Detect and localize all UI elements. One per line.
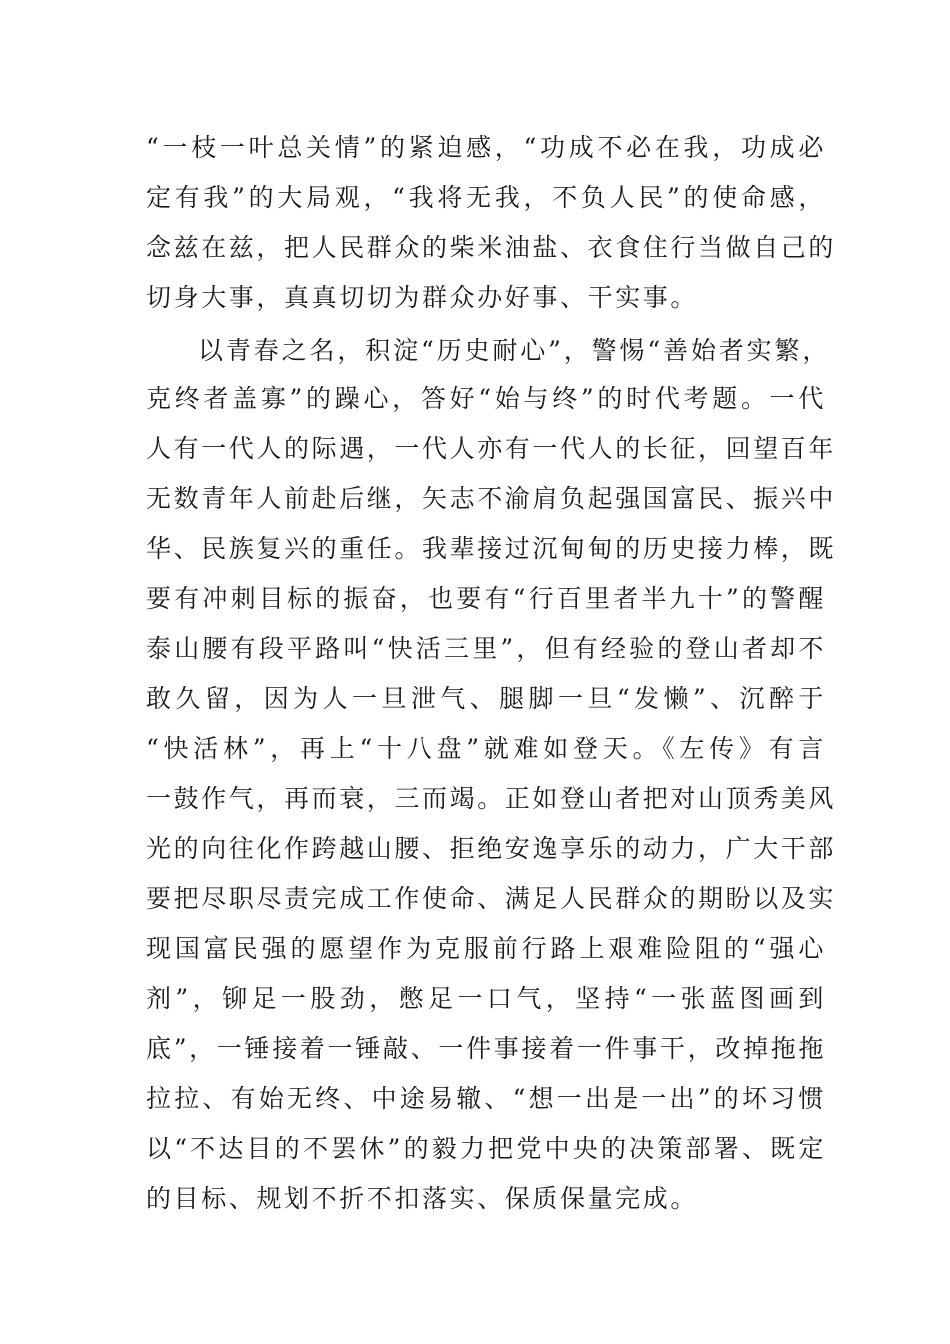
text-line: 底”，一锤接着一锤敲、一件事接着一件事干，改掉拖拖 (146, 1034, 826, 1063)
text-line: 念兹在兹，把人民群众的柴米油盐、衣食住行当做自己的 (146, 233, 837, 262)
text-line: 华、民族复兴的重任。我辈接过沉甸甸的历史接力棒，既 (146, 534, 837, 563)
text-line: 无数青年人前赴后继，矢志不渝肩负起强国富民、振兴中 (146, 484, 837, 513)
text-line: 要有冲刺目标的振奋，也要有“行百里者半九十”的警醒 (146, 584, 826, 613)
text-line: 要把尽职尽责完成工作使命、满足人民群众的期盼以及实 (146, 884, 837, 913)
text-line: 光的向往化作跨越山腰、拒绝安逸享乐的动力，广大干部 (146, 834, 837, 863)
text-line: 敢久留，因为人一旦泄气、腿脚一旦“发懒”、沉醉于 (146, 684, 826, 713)
text-line: 一鼓作气，再而衰，三而竭。正如登山者把对山顶秀美风 (146, 784, 837, 813)
text-line: “一枝一叶总关情”的紧迫感，“功成不必在我，功成必 (146, 133, 826, 162)
text-line: “快活林”，再上“十八盘”就难如登天。《左传》有言 (146, 734, 826, 763)
text-line: 拉拉、有始无终、中途易辙、“想一出是一出”的坏习惯 (146, 1084, 826, 1113)
text-line: 人有一代人的际遇，一代人亦有一代人的长征，回望百年 (146, 434, 837, 463)
text-line: 以“不达目的不罢休”的毅力把党中央的决策部署、既定 (146, 1134, 826, 1163)
text-line: 定有我”的大局观，“我将无我，不负人民”的使命感， (146, 183, 826, 212)
text-line: 以青春之名，积淀“历史耐心”，警惕“善始者实繁， (198, 336, 830, 365)
text-line: 现国富民强的愿望作为克服前行路上艰难险阻的“强心 (146, 934, 826, 963)
text-line: 克终者盖寡”的躁心，答好“始与终”的时代考题。一代 (146, 384, 826, 413)
text-line: 泰山腰有段平路叫“快活三里”，但有经验的登山者却不 (146, 634, 826, 663)
text-line: 的目标、规划不折不扣落实、保质保量完成。 (146, 1184, 699, 1213)
text-line: 切身大事，真真切切为群众办好事、干实事。 (146, 283, 699, 312)
text-line: 剂”，铆足一股劲，憋足一口气，坚持“一张蓝图画到 (146, 984, 826, 1013)
